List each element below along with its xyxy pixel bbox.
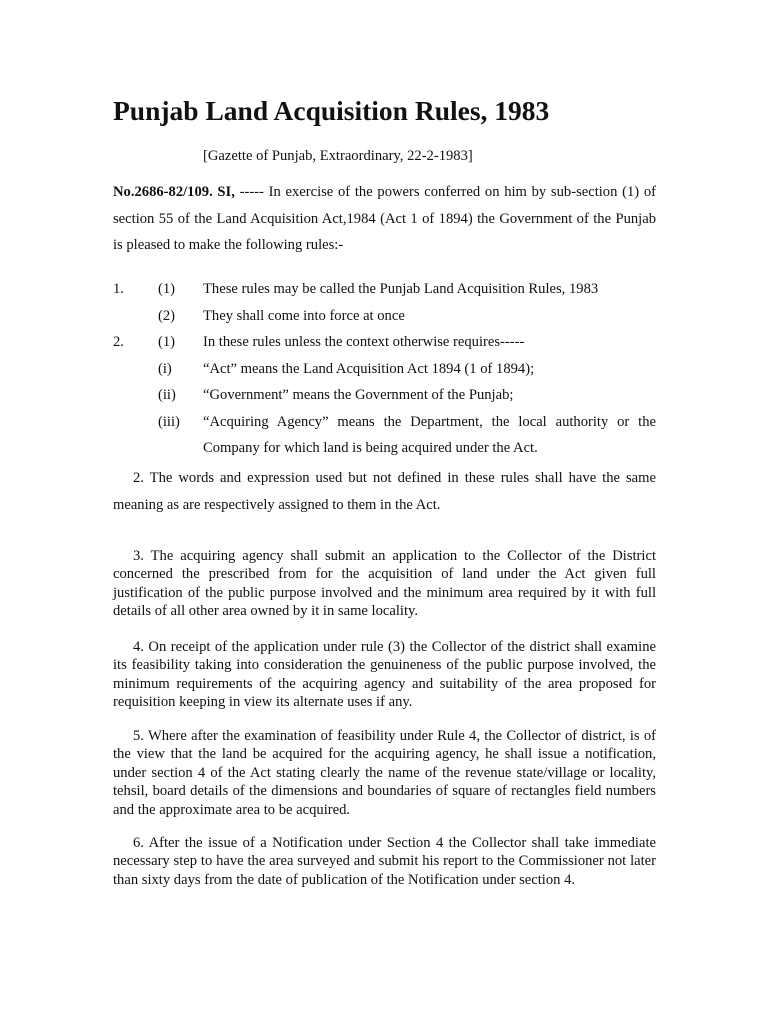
intro-paragraph: [113, 179, 656, 259]
rule-subnumber: (iii): [158, 413, 180, 430]
paragraph-rule-4: 4. On receipt of the application under rule (3) the Collector of the district shall examine its feasibility taking into consideration the genuineness of the public purpose involved, the minimum requirements of the acquiring agency and suitability of the area proposed for requisition keeping in view its alternate uses if any.: [113, 639, 656, 711]
rule-subnumber: (2): [158, 307, 176, 324]
rule-text: They shall come into force at once: [203, 307, 405, 324]
paragraph-rule-3: 3. The acquiring agency shall submit an application to the Collector of the District concerned the prescribed from for the acquisition of land under the Act given full justification of the public purpose involved and the minimum area required by it with full details of all other area owned by it in same locality.: [113, 548, 656, 620]
rule-item: [113, 412, 656, 465]
paragraph-rule-5: 5. Where after the examination of feasibility under Rule 4, the Collector of district, is of the view that the land be acquired for the acquiring agency, he shall issue a notification, under section 4 of the Act stating clearly the name of the revenue state/village or locality, tehsil, board details of the dimensions and boundaries of square of rectangles field numbers and the approximate area to be acquired.: [113, 728, 656, 818]
rule-text: “Acquiring Agency” means the Department, the local authority or the Company for which land is being acquired under the Act.: [203, 413, 656, 456]
rule-text: “Act” means the Land Acquisition Act 1894 (1 of 1894);: [203, 360, 535, 377]
rules-list: [113, 279, 656, 465]
paragraph-rule-6: 6. After the issue of a Notification under Section 4 the Collector shall take immediate necessary step to have the area surveyed and submit his report to the Commissioner not later than sixty days from the date of publication of the Notification under section 4.: [113, 835, 656, 888]
rule-subnumber: (ii): [158, 387, 176, 403]
paragraph-rule-2: 2. The words and expression used but not defined in these rules shall have the same meaning as are respectively assigned to them in the Act.: [113, 470, 656, 513]
rule-number: 2.: [113, 334, 124, 350]
rule-number: 1.: [113, 281, 124, 297]
notification-number: No.2686-82/109. SI,: [113, 184, 235, 200]
rule-subnumber: (i): [158, 360, 172, 377]
rule-text: “Government” means the Government of the Punjab;: [203, 387, 514, 403]
intro-text: ----- In exercise of the powers conferred on him by sub-section (1) of section 55 of the Land Acquisition Act,1984 (Act 1 of 1894) the Government of the Punjab is pleased to make the following rules:-: [113, 184, 657, 253]
gazette-reference: [Gazette of Punjab, Extraordinary, 22-2-1983]: [203, 148, 473, 164]
rule-text: In these rules unless the context otherwise requires-----: [203, 334, 525, 350]
document-title: Punjab Land Acquisition Rules, 1983: [113, 95, 550, 126]
rule-subnumber: (1): [158, 334, 176, 350]
rule-subnumber: (1): [158, 281, 176, 297]
rule-text: These rules may be called the Punjab Land Acquisition Rules, 1983: [203, 281, 599, 297]
